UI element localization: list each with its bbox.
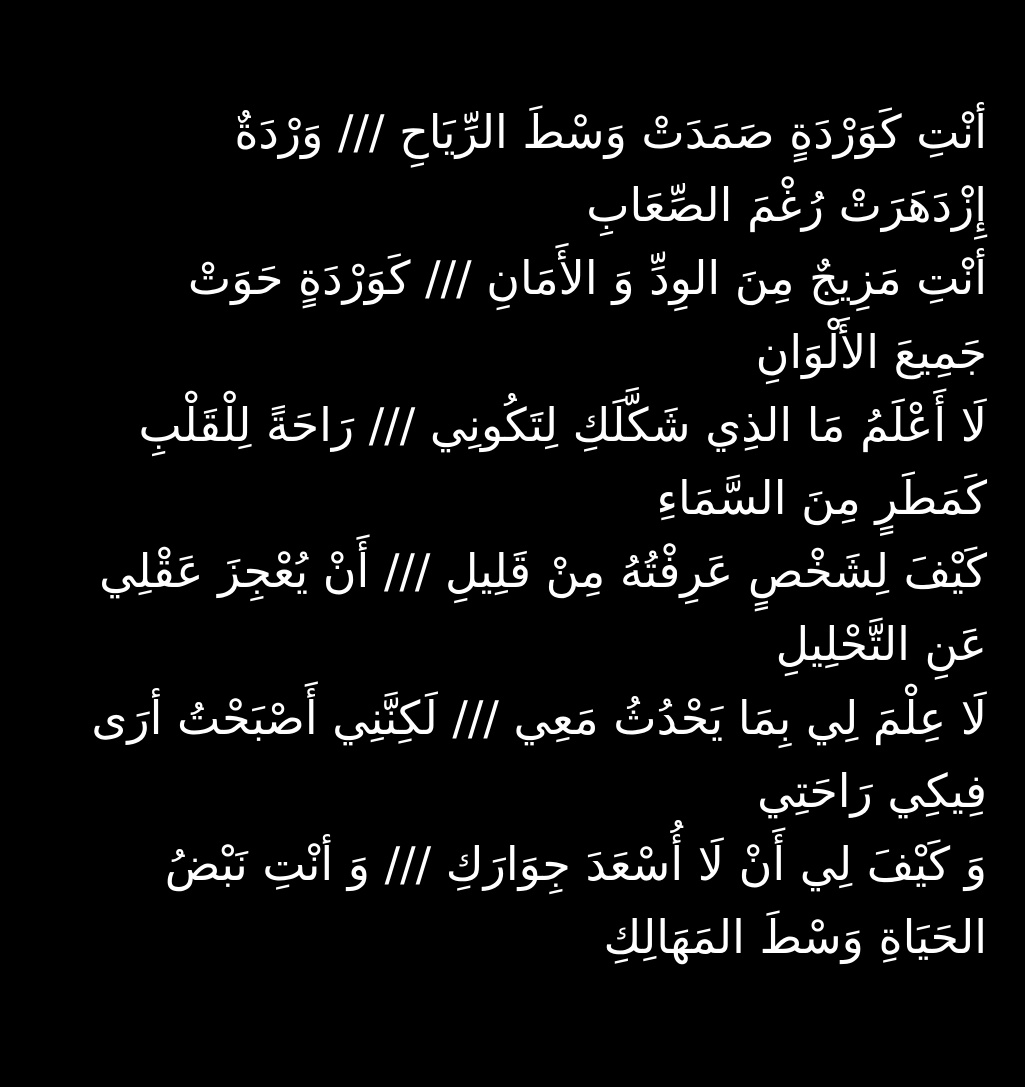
poem-line: لَا أَعْلَمُ مَا الذِي شَكَّلَكِ لِتَكُونِي /// رَاحَةً لِلْقَلْبِ bbox=[138, 397, 987, 452]
stanza-2 bbox=[60, 242, 987, 388]
stanza-5 bbox=[60, 682, 987, 828]
poem-line: كَيْفَ لِشَخْصٍ عَرِفْتُهُ مِنْ قَلِيلِ /// أَنْ يُعْجِزَ عَقْلِي bbox=[99, 544, 987, 599]
poem-line: إِزْدَهَرَتْ رُغْمَ الصِّعَابِ bbox=[586, 178, 987, 233]
poem-line: أنْتِ مَزِيجٌ مِنَ الوِدِّ وَ الأَمَانِ /// كَوَرْدَةٍ حَوَتْ bbox=[187, 251, 987, 306]
poem-line: وَ كَيْفَ لِي أَنْ لَا أُسْعَدَ جِوَارَكِ /// وَ أنْتِ نَبْضُ bbox=[164, 837, 987, 892]
stanza-3 bbox=[60, 389, 987, 535]
stanza-6 bbox=[60, 828, 987, 974]
poem-line: الحَيَاةِ وَسْطَ المَهَالِكِ bbox=[603, 910, 987, 965]
stanza-1 bbox=[60, 96, 987, 242]
poem-line: أنْتِ كَوَرْدَةٍ صَمَدَتْ وَسْطَ الرِّيَاحِ /// وَرْدَةٌ bbox=[234, 105, 987, 159]
poem-line: جَمِيعَ الأَلْوَانِ bbox=[755, 324, 987, 379]
poem-text bbox=[60, 96, 987, 974]
stanza-4 bbox=[60, 535, 987, 681]
poem-line: فِيكِي رَاحَتِي bbox=[757, 763, 987, 818]
poem-line: عَنِ التَّحْلِيلِ bbox=[775, 617, 987, 672]
poem-line: لَا عِلْمَ لِي بِمَا يَحْدُثُ مَعِي /// لَكِنَّنِي أَصْبَحْتُ أرَى bbox=[91, 690, 987, 745]
poem-line: كَمَطَرٍ مِنَ السَّمَاءِ bbox=[656, 471, 987, 526]
